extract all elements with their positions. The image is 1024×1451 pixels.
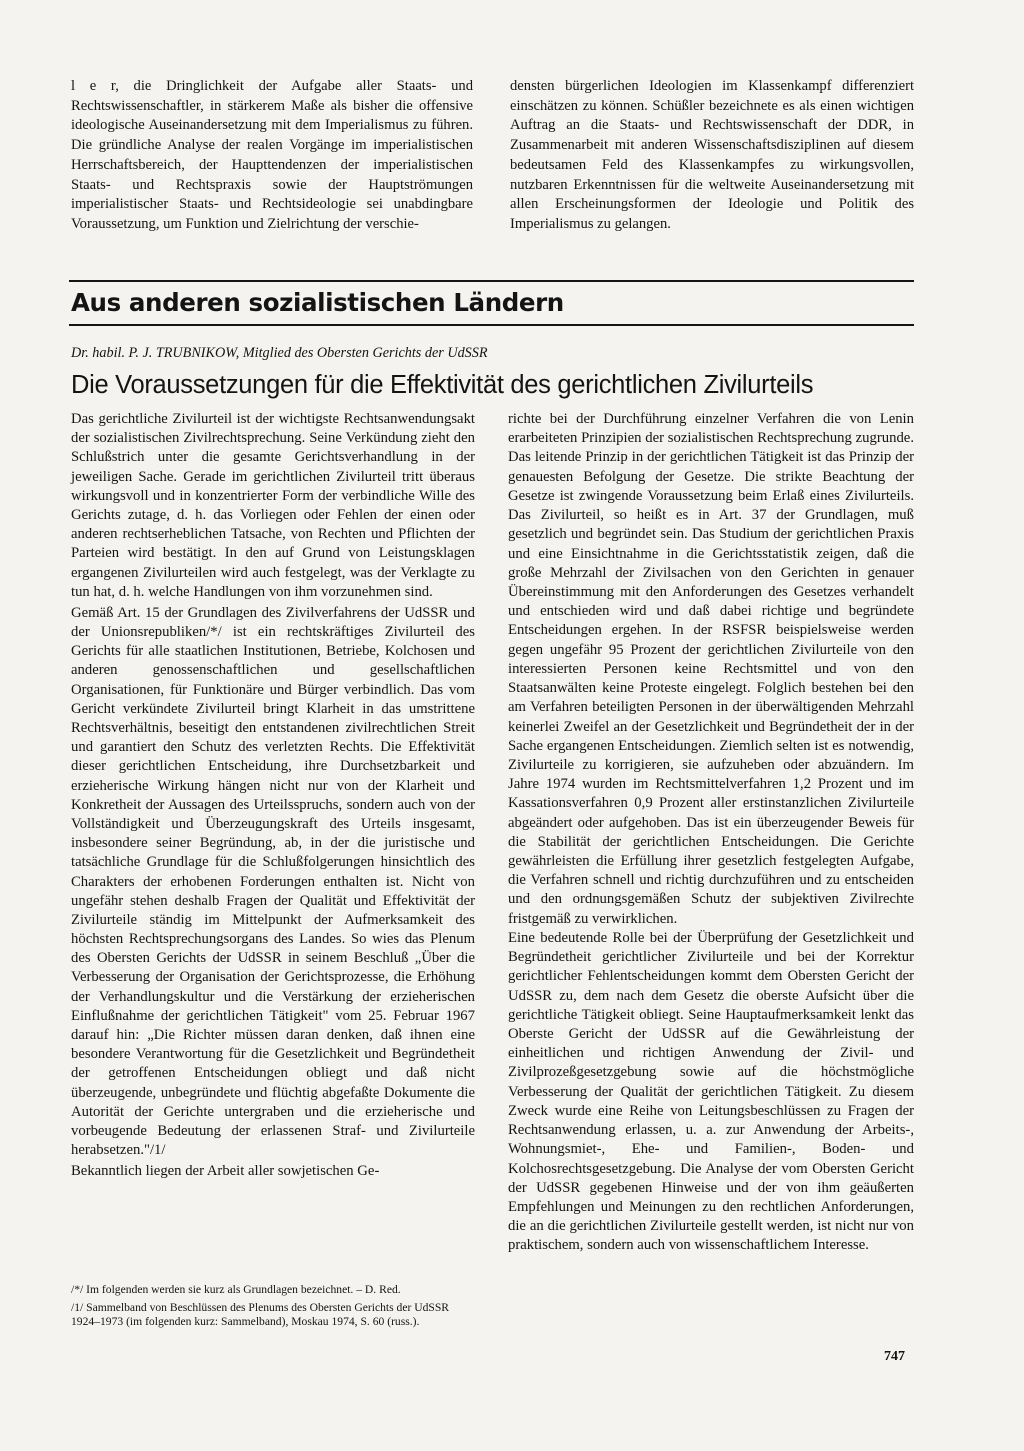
page-number: 747 — [884, 1349, 905, 1364]
paragraph: Bekanntlich liegen der Arbeit aller sowjetischen Ge- — [71, 1163, 380, 1180]
footnotes — [71, 1283, 475, 1334]
article-left-column — [71, 410, 475, 1182]
paragraph: Eine bedeutende Rolle bei der Überprüfung der Gesetzlichkeit und Begründetheit gerichtlicher Zivilurteile und bei der Korrektur gerichtlicher Fehlentscheidungen kommt dem Obersten Gericht der UdSSR zu, dem nach dem Gesetz die oberste Aufsicht über die gerichtliche Tätigkeit obliegt. Seine Hauptaufmerksamkeit lenkt das Oberste Gericht der UdSSR auf die Gewährleistung der einheitlichen und richtigen Anwendung der Zivil- und Zivilprozeßgesetzgebung sowie auf die höchstmögliche Verbesserung der Qualität der gerichtlichen Tätigkeit. Zu diesem Zweck wurde eine Reihe von Leitungsbeschlüssen zu Fragen der Rechtsanwendung erlassen, u. a. zur Anwendung der Arbeits-, Wohnungsmiet-, Ehe- und Familien-, Boden- und Kolchosrechtsgesetzgebung. Die Analyse der vom Obersten Gericht der UdSSR gegebenen Hinweise und der von ihm geäußerten Empfehlungen und Meinungen zu den rechtlichen Anforderungen, die an die gerichtlichen Zivilurteile gestellt werden, ist nicht nur von praktischem, sondern auch von wissenschaftlichem Interesse. — [508, 929, 914, 1254]
top-right-column — [510, 77, 914, 235]
author-byline: Dr. habil. P. J. TRUBNIKOW, Mitglied des Obersten Gerichts der UdSSR — [71, 345, 488, 361]
article-title: Die Voraussetzungen für die Effektivität des gerichtlichen Zivilurteils — [71, 371, 814, 399]
section-title: Aus anderen sozialistischen Ländern — [71, 288, 564, 317]
section-rule-bottom — [69, 324, 914, 326]
paragraph: l e r, die Dringlichkeit der Aufgabe aller Staats- und Rechtswissenschaftler, in stärkerem Maße als bisher die offensive ideologische Auseinandersetzung mit dem Imperialismus zu führen. Die gründliche Analyse der realen Vorgänge im imperialistischen Herrschaftsbereich, der Haupttendenzen der imperialistischen Staats- und Rechtspraxis sowie der Hauptströmungen imperialistischer Staats- und Rechtsideologie sei unabdingbare Voraussetzung, um Funktion und Zielrichtung der verschie- — [71, 78, 473, 232]
section-rule-top — [69, 280, 914, 282]
paragraph: richte bei der Durchführung einzelner Verfahren die von Lenin erarbeiteten Prinzipien der sozialistischen Rechtsprechung zugrunde. Das leitende Prinzip in der gerichtlichen Tätigkeit ist das Prinzip der genauesten Befolgung der Gesetze. Die strikte Beachtung der Gesetze ist zwingende Voraussetzung beim Erlaß eines Zivilurteils. Das Zivilurteil, so heißt es in Art. 37 der Grundlagen, muß gesetzlich und begründet sein. Das Studium der gerichtlichen Praxis und eine Einsichtnahme in die Gerichtsstatistik zeigen, daß die große Mehrzahl der Zivilsachen von den Gerichten in genauer Übereinstimmung mit den Anforderungen des Gesetzes verhandelt und entschieden wird und daß dabei richtige und begründete Entscheidungen ergehen. In der RSFSR beispielsweise werden gegen ungefähr 95 Prozent der gerichtlichen Zivilurteile von den interessierten Personen keine Rechtsmittel und von den Staatsanwälten keine Proteste eingelegt. Folglich bestehen bei den am Verfahren beteiligten Personen in der überwältigenden Mehrzahl keinerlei Zweifel an der Gesetzlichkeit und Begründetheit der in der Sache ergangenen Entscheidungen. Ziemlich selten ist es notwendig, Zivilurteile zu korrigieren, sie aufzuheben oder abzuändern. Im Jahre 1974 wurden im Rechtsmittelverfahren 1,2 Prozent und im Kassationsverfahren 0,9 Prozent aller erstinstanzlichen Zivilurteile abgeändert oder aufgehoben. Das ist ein überzeugender Beweis für die Stabilität der gerichtlichen Entscheidungen. Die Gerichte gewährleisten die Erfüllung ihrer gesetzlich festgelegten Aufgabe, die Verfahren schnell und richtig durchzuführen und zu entscheiden und den ordnungsgemäßen Schutz der subjektiven Zivilrechte fristgemäß zu verwirklichen. — [508, 411, 914, 927]
footnote: /*/ Im folgenden werden sie kurz als Grundlagen bezeichnet. – D. Red. — [71, 1283, 401, 1296]
top-left-column — [71, 77, 473, 235]
article-right-column — [508, 410, 914, 1256]
paragraph: Das gerichtliche Zivilurteil ist der wichtigste Rechtsanwendungsakt der sozialistischen Zivilrechtsprechung. Seine Verkündung zieht den Schlußstrich unter die gesamte Gerichtsverhandlung in der jeweiligen Sache. Gerade im gerichtlichen Zivilurteil tritt überaus wirkungsvoll und in konzentrierter Form der verbindliche Wille des Gerichts zutage, d. h. das Vorliegen oder Fehlen der einen oder anderen rechtserheblichen Tatsache, von Rechten und Pflichten der Parteien wird bestätigt. In den auf Grund von Leistungsklagen ergangenen Zivilurteilen wird auch festgelegt, was der Verklagte zu tun hat, d. h. welche Handlungen von ihm vorzunehmen sind. — [71, 411, 475, 600]
paragraph: densten bürgerlichen Ideologien im Klassenkampf differenziert einschätzen zu können. Schüßler bezeichnete es als einen wichtigen Auftrag an die Staats- und Rechtswissenschaft der DDR, in Zusammenarbeit mit anderen Wissenschaftsdisziplinen auf diesem bedeutsamen Feld des Klassenkampfes zu wirkungsvollen, nutzbaren Erkenntnissen für die weltweite Auseinandersetzung mit allen Erscheinungsformen der Ideologie und Politik des Imperialismus zu gelangen. — [510, 78, 914, 232]
paragraph: Gemäß Art. 15 der Grundlagen des Zivilverfahrens der UdSSR und der Unionsrepubliken/*/ ist ein rechtskräftiges Zivilurteil des Gerichts für alle staatlichen Institutionen, Betriebe, Kolchosen und anderen genossenschaftlichen und gesellschaftlichen Organisationen, für Funktionäre und Bürger verbindlich. Das vom Gericht verkündete Zivilurteil bringt Klarheit in das umstrittene Rechtsverhältnis, beseitigt den entstandenen zivilrechtlichen Streit und garantiert den Schutz des verletzten Rechts. Die Effektivität dieser gerichtlichen Entscheidung, ihre Durchsetzbarkeit und erzieherische Wirkung hängen nicht nur von der Klarheit und Konkretheit der Aussagen des Urteilsspruchs, sondern auch von der Vollständigkeit und Überzeugungskraft des Urteils insgesamt, insbesondere seiner Begründung, ab, in der die juristische und tatsächliche Grundlage für die Schlußfolgerungen hinsichtlich des Charakters der erhobenen Forderungen enthalten ist. Nicht von ungefähr stehen deshalb Fragen der Qualität und Effektivität der Zivilurteile ständig im Mittelpunkt der Aufmerksamkeit des höchsten Rechtsprechungsorgans des Landes. So wies das Plenum des Obersten Gerichts der UdSSR in seinem Beschluß „Über die Verbesserung der Organisation der Gerichtsprozesse, die Erhöhung der Verhandlungskultur und die Verstärkung der erzieherischen Einflußnahme der gerichtlichen Tätigkeit" vom 25. Februar 1967 darauf hin: „Die Richter müssen daran denken, daß ihnen eine besondere Verantwortung für die Gesetzlichkeit und Begründetheit der getroffenen Entscheidungen obliegt und daß nicht überzeugende, unbegründete und flüchtig abgefaßte Dokumente die Autorität der Gerichte untergraben und die erzieherische und vorbeugende Bedeutung der erlassenen Straf- und Zivilurteile herabsetzen."/1/ — [71, 604, 475, 1159]
footnote: /1/ Sammelband von Beschlüssen des Plenums des Obersten Gerichts der UdSSR 1924–1973 (im folgenden kurz: Sammelband), Moskau 1974, S. 60 (russ.). — [71, 1301, 450, 1329]
